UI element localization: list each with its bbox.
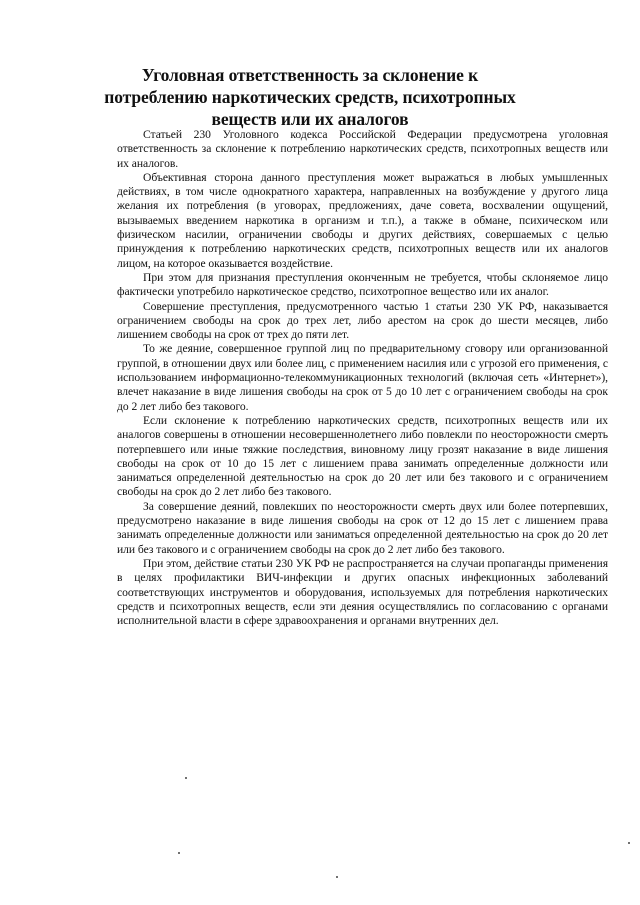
paragraph-objective-side: Объективная сторона данного преступления может выражаться в любых умышленных действиях, в том числе однократного характера, направленных на возбуждение у другого лица желания их потребления (в уговорах, предложениях, даче совета, восхвалении ощущений, вызываемых введением наркотика в организм и т.п.), а также в обмане, психическом или физическом насилии, ограничении свободы и других действиях, совершаемых с целью принуждения к потреблению наркотических средств, психотропных веществ или их аналогов лицом, на которое оказывается воздействие. [117, 170, 608, 270]
paragraph-group-penalty: То же деяние, совершенное группой лиц по предварительному сговору или организованной группой, в отношении двух или более лиц, с применением насилия или с угрозой его применения, с использованием информационно-телекоммуникационных технологий (включая сеть «Интернет»), влечет наказание в виде лишения свободы на срок от 5 до 10 лет с ограничением свободы на срок до 2 лет либо без такового. [117, 342, 608, 413]
scan-speck [178, 852, 180, 854]
paragraph-completion: При этом для признания преступления оконченным не требуется, чтобы склоняемое лицо фактически употребило наркотическое средство, психотропное вещество или их аналог. [117, 270, 608, 299]
scan-speck [336, 876, 338, 878]
document-body [117, 128, 608, 628]
paragraph-minor-penalty: Если склонение к потреблению наркотических средств, психотропных веществ или их аналогов совершены в отношении несовершеннолетнего либо повлекли по неосторожности смерть потерпевшего или иные тяжкие последствия, виновному лицу грозят наказание в виде лишения свободы на срок от 10 до 15 лет с лишением права занимать определенные должности или заниматься определенной деятельностью на срок до 20 лет или без такового и с ограничением свободы на срок до 2 лет либо без такового. [117, 413, 608, 499]
scan-speck [628, 842, 630, 844]
paragraph-intro: Статьей 230 Уголовного кодекса Российской Федерации предусмотрена уголовная ответственность за склонение к потреблению наркотических средств, психотропных веществ или их аналогов. [117, 128, 608, 170]
document-title: Уголовная ответственность за склонение к потреблению наркотических средств, психотропных веществ или их аналогов [104, 65, 516, 129]
paragraph-exception: При этом, действие статьи 230 УК РФ не распространяется на случаи пропаганды применения в целях профилактики ВИЧ-инфекции и других опасных инфекционных заболеваний соответствующих инструментов и оборудования, используемых для потребления наркотических средств и психотропных веществ, если эти деяния осуществлялись по согласованию с органами исполнительной власти в сфере здравоохранения и органами внутренних дел. [117, 556, 608, 628]
paragraph-part-one-penalty: Совершение преступления, предусмотренного частью 1 статьи 230 УК РФ, наказывается ограничением свободы на срок до трех лет, либо арестом на срок до шести месяцев, либо лишением свободы на срок от трех до пяти лет. [117, 299, 608, 342]
scan-speck [185, 777, 187, 779]
paragraph-death-penalty: За совершение деяний, повлекших по неосторожности смерть двух или более потерпевших, предусмотрено наказание в виде лишения свободы на срок от 12 до 15 лет с лишением права занимать определенные должности или заниматься определенной деятельностью на срок до 20 лет или без такового и с ограничением свободы на срок до 2 лет либо без такового. [117, 499, 608, 556]
